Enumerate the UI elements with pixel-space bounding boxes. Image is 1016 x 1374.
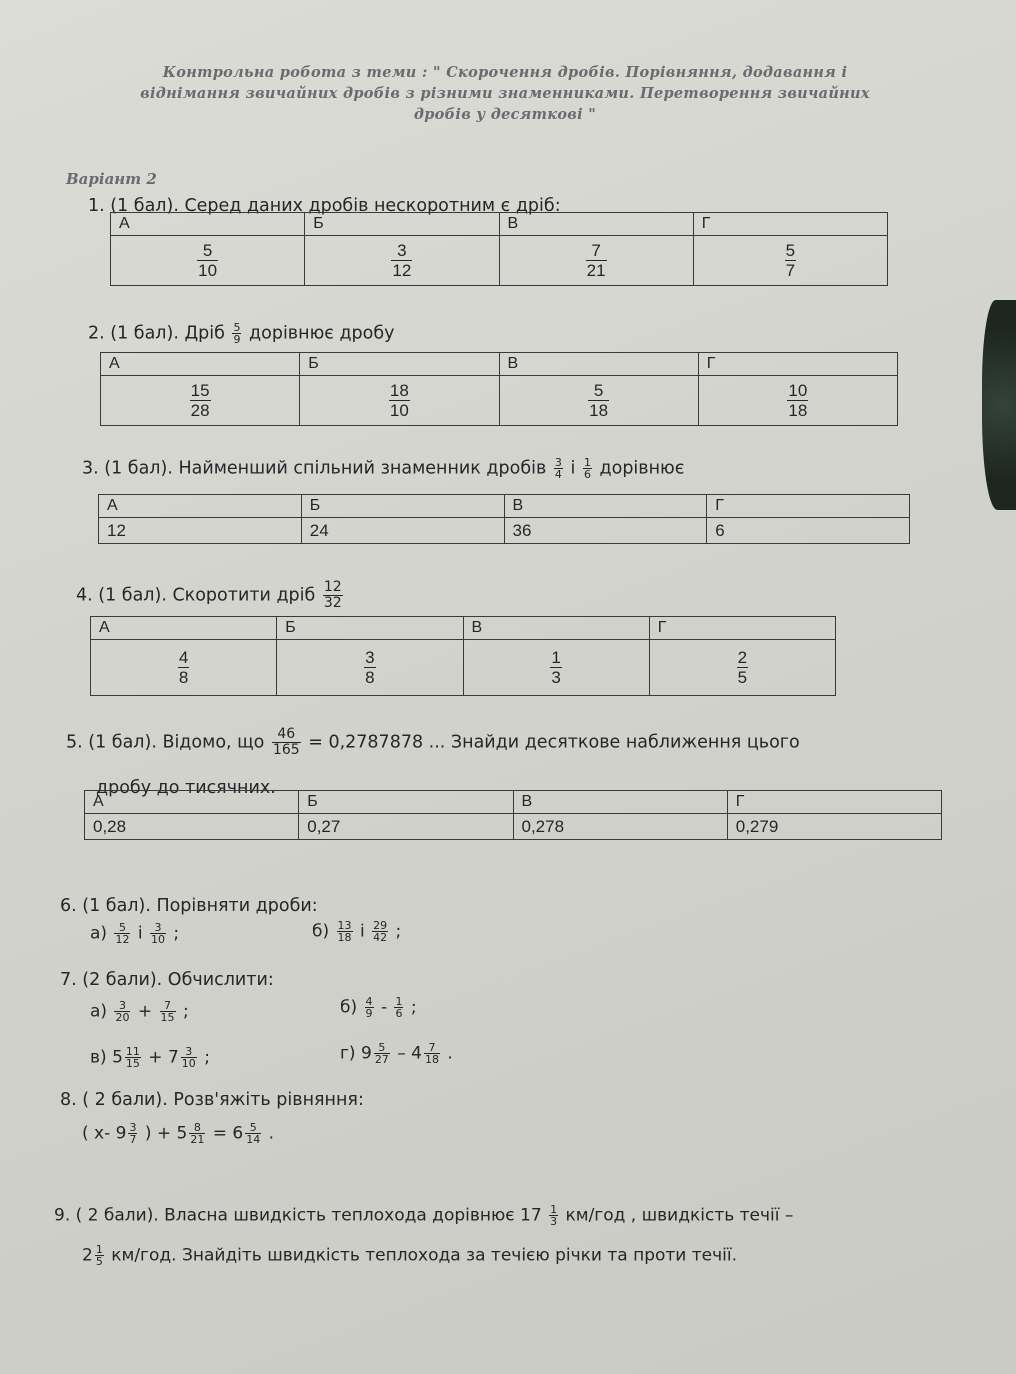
- fraction: $\frac{29}{42}$: [373, 919, 388, 944]
- option-label: Г: [707, 495, 910, 518]
- fraction: $\frac{18}{10}$: [389, 381, 409, 420]
- fraction: $\frac{12}{32}$: [323, 579, 342, 611]
- fraction: $\frac{5}{27}$: [374, 1041, 389, 1066]
- variant-label: Варіант 2: [66, 170, 157, 188]
- question-5: [66, 727, 800, 758]
- question-text: км/год , швидкість течії –: [565, 1205, 794, 1226]
- fraction: $\frac{3}{8}$: [365, 648, 375, 687]
- fraction: $\frac{7}{15}$: [160, 999, 175, 1024]
- option-label: Б: [277, 617, 463, 640]
- fraction: $\frac{1}{6}$: [583, 456, 591, 481]
- answer-cell: 6: [707, 518, 910, 544]
- fraction: $\frac{5}{14}$: [246, 1121, 261, 1146]
- option-label: В: [499, 353, 698, 376]
- fraction: $\frac{13}{18}$: [337, 919, 352, 944]
- option-label: А: [91, 617, 277, 640]
- question-text: і: [570, 458, 576, 479]
- question-9-continued: [82, 1244, 737, 1267]
- binder-clip: [982, 300, 1016, 510]
- answer-cell: [499, 376, 698, 426]
- fraction: $\frac{3}{10}$: [151, 921, 166, 946]
- equation-8: ( х- 9 $\frac{3}{7}$ ) + 5 $\frac{8}{21}$ = 6 $\frac{5}{14}$ .: [82, 1121, 275, 1146]
- option-label: Г: [727, 791, 941, 814]
- expression-7a: а) $\frac{3}{20}$ + $\frac{7}{15}$ ;: [90, 999, 189, 1024]
- option-label: В: [513, 791, 727, 814]
- question-8: 8. ( 2 бали). Розв'яжіть рівняння:: [60, 1090, 364, 1110]
- fraction: $\frac{8}{21}$: [190, 1121, 205, 1146]
- title-line: Контрольна робота з теми : " Скорочення дробів. Порівняння, додавання і: [162, 64, 848, 81]
- answer-cell: [463, 640, 649, 696]
- question-7: 7. (2 бали). Обчислити:: [60, 970, 274, 990]
- fraction: $\frac{11}{15}$: [125, 1045, 140, 1070]
- answer-cell: [300, 376, 499, 426]
- title-line: дробів у десяткові ": [413, 106, 597, 123]
- fraction: $\frac{1}{5}$: [95, 1243, 103, 1268]
- question-4: [76, 580, 345, 611]
- answer-cell: [693, 236, 887, 286]
- option-label: Г: [649, 617, 835, 640]
- option-label: А: [99, 495, 302, 518]
- option-label: Г: [698, 353, 897, 376]
- answer-cell: 0,278: [513, 814, 727, 840]
- answer-cell: 0,28: [85, 814, 299, 840]
- question-text: = 0,2787878 ... Знайди десяткове наближення цього: [308, 732, 800, 753]
- option-label: В: [499, 213, 693, 236]
- fraction: $\frac{5}{12}$: [115, 921, 130, 946]
- answer-cell: [649, 640, 835, 696]
- fraction: $\frac{3}{20}$: [115, 999, 130, 1024]
- question-text: дорівнює дробу: [249, 323, 395, 344]
- answer-table-1: [110, 212, 888, 286]
- answer-table-3: [98, 494, 910, 544]
- title-line: віднімання звичайних дробів з різними знаменниками. Перетворення звичайних: [140, 85, 870, 102]
- fraction: $\frac{5}{10}$: [198, 241, 218, 280]
- answer-cell: 0,27: [299, 814, 513, 840]
- answer-cell: 0,279: [727, 814, 941, 840]
- fraction: $\frac{5}{18}$: [589, 381, 609, 420]
- question-text: 2. (1 бал). Дріб: [88, 323, 225, 344]
- fraction: $\frac{3}{4}$: [554, 456, 562, 481]
- fraction: $\frac{10}{18}$: [788, 381, 808, 420]
- expression-7c: в) 5 $\frac{11}{15}$ + 7 $\frac{3}{10}$ ;: [90, 1045, 210, 1070]
- fraction: $\frac{7}{18}$: [424, 1041, 439, 1066]
- answer-table-4: [90, 616, 836, 696]
- question-5-continued: дробу до тисячних.: [96, 778, 276, 798]
- fraction: $\frac{2}{5}$: [737, 648, 748, 687]
- answer-cell: [91, 640, 277, 696]
- answer-cell: 24: [301, 518, 504, 544]
- question-text: 2: [82, 1245, 93, 1266]
- answer-cell: [305, 236, 499, 286]
- answer-cell: 36: [504, 518, 707, 544]
- expression-7b: б) $\frac{4}{9}$ - $\frac{1}{6}$ ;: [340, 995, 417, 1020]
- answer-cell: 12: [99, 518, 302, 544]
- expression-7d: г) 9 $\frac{5}{27}$ – 4 $\frac{7}{18}$ .: [340, 1041, 453, 1066]
- expression-6a: а) $\frac{5}{12}$ і $\frac{3}{10}$ ;: [90, 921, 180, 946]
- fraction: $\frac{3}{7}$: [129, 1121, 137, 1146]
- question-6: 6. (1 бал). Порівняти дроби:: [60, 896, 318, 916]
- question-text: 4. (1 бал). Скоротити дріб: [76, 585, 316, 606]
- option-label: В: [463, 617, 649, 640]
- option-label: Б: [301, 495, 504, 518]
- question-text: км/год. Знайдіть швидкість теплохода за течією річки та проти течії.: [111, 1245, 738, 1266]
- option-label: Г: [693, 213, 887, 236]
- answer-cell: [499, 236, 693, 286]
- option-label: Б: [299, 791, 513, 814]
- option-label: А: [85, 791, 299, 814]
- answer-cell: [698, 376, 897, 426]
- fraction: $\frac{7}{21}$: [586, 241, 606, 280]
- fraction: $\frac{5}{9}$: [233, 321, 241, 346]
- question-2: [88, 322, 395, 345]
- answer-cell: [101, 376, 300, 426]
- fraction: $\frac{4}{8}$: [178, 648, 189, 687]
- question-text: 3. (1 бал). Найменший спільний знаменник дробів: [82, 458, 547, 479]
- fraction: $\frac{1}{6}$: [395, 995, 403, 1020]
- question-3: [82, 457, 684, 480]
- fraction: $\frac{1}{3}$: [550, 1203, 558, 1228]
- option-label: В: [504, 495, 707, 518]
- option-label: А: [101, 353, 300, 376]
- fraction: $\frac{1}{3}$: [551, 648, 561, 687]
- answer-cell: [277, 640, 463, 696]
- answer-cell: [111, 236, 305, 286]
- fraction: $\frac{3}{12}$: [392, 241, 412, 280]
- answer-table-5: [84, 790, 942, 840]
- expression-6b: б) $\frac{13}{18}$ і $\frac{29}{42}$ ;: [312, 919, 402, 944]
- fraction: $\frac{5}{7}$: [785, 241, 796, 280]
- question-9: [54, 1204, 793, 1227]
- question-text: 9. ( 2 бали). Власна швидкість теплохода дорівнює 17: [54, 1205, 542, 1226]
- fraction: $\frac{46}{165}$: [272, 726, 300, 758]
- fraction: $\frac{15}{28}$: [190, 381, 210, 420]
- fraction: $\frac{4}{9}$: [365, 995, 373, 1020]
- question-text: дорівнює: [599, 458, 685, 479]
- document-title: [70, 62, 940, 125]
- option-label: А: [111, 213, 305, 236]
- fraction: $\frac{3}{10}$: [181, 1045, 196, 1070]
- option-label: Б: [300, 353, 499, 376]
- question-text: 5. (1 бал). Відомо, що: [66, 732, 265, 753]
- question-text: 1. (1 бал). Серед даних дробів нескоротним є дріб:: [88, 196, 561, 216]
- option-label: Б: [305, 213, 499, 236]
- answer-table-2: [100, 352, 898, 426]
